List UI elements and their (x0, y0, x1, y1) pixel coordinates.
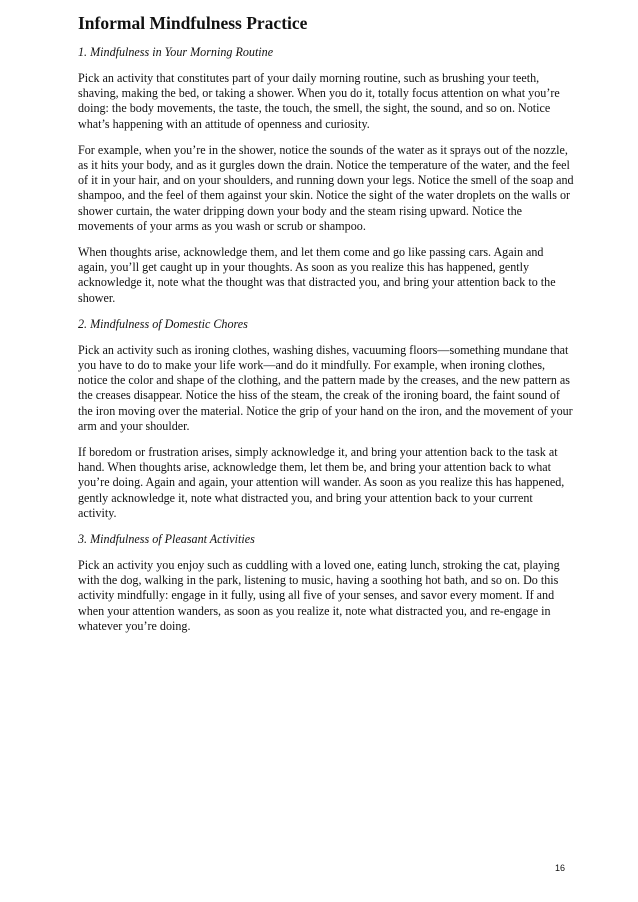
section-heading: 2. Mindfulness of Domestic Chores (78, 316, 248, 331)
section-heading: 1. Mindfulness in Your Morning Routine (78, 45, 274, 59)
text-line: acknowledge it, note what the thought was that distracted you, and bring your attention back to the (78, 275, 556, 290)
document-page (78, 12, 574, 645)
text-line: of it in your hair, and on your shoulders, and running down your legs. Notice the smell of the soap and (78, 173, 574, 188)
text-line: notice the color and shape of the clothing, and the pattern made by the creases, and the new pattern as (78, 373, 570, 388)
text-line: activity. (78, 505, 117, 520)
text-line: shower curtain, the water dripping down your body and the steam rising upward. Notice the (78, 203, 522, 218)
text-line: with the dog, walking in the park, listening to music, having a soothing hot bath, and so on. Do this (78, 573, 559, 588)
text-line: as it hits your body, and as it gurgles down the drain. Notice the temperature of the water, and the feel (78, 158, 570, 173)
text-line: you’re doing. Again and again, your attention will wander. As soon as you realize this has happened, (78, 475, 565, 490)
section-domestic-chores (78, 316, 573, 521)
text-line: whatever you’re doing. (78, 618, 191, 633)
text-line: Pick an activity you enjoy such as cuddling with a loved one, eating lunch, stroking the cat, playing (78, 558, 560, 573)
text-line: what’s happening with an attitude of openness and curiosity. (78, 116, 370, 131)
section-morning-routine (78, 45, 574, 306)
paragraph (78, 342, 573, 434)
text-line: Pick an activity that constitutes part of your daily morning routine, such as brushing your teeth, (78, 71, 540, 85)
text-line: If boredom or frustration arises, simply acknowledge it, and bring your attention back to the task at (78, 445, 558, 460)
paragraph (78, 558, 562, 634)
text-line: hand. When thoughts arise, acknowledge them, let them be, and bring your attention back to what (78, 460, 551, 475)
text-line: For example, when you’re in the shower, notice the sounds of the water as it sprays out of the nozzle, (78, 142, 568, 157)
text-line: you have to do to make your life work—and do it mindfully. For example, when ironing clothes, (78, 358, 546, 373)
section-heading: 3. Mindfulness of Pleasant Activities (78, 532, 255, 547)
page-number: 16 (554, 863, 565, 873)
text-line: arm and your shoulder. (78, 418, 190, 433)
text-line: gently acknowledge it, note what distracted you, and bring your attention back to your current (78, 490, 533, 505)
section-pleasant-activities (78, 532, 562, 634)
text-line: the creases disappear. Notice the hiss of the steam, the creak of the ironing board, the faint sound of (78, 388, 560, 403)
text-line: the iron moving over the material. Notice the grip of your hand on the iron, and the movement of your (78, 403, 573, 418)
text-line: Pick an activity such as ironing clothes, washing dishes, vacuuming floors—something mundane that (78, 342, 569, 357)
text-line: When thoughts arise, acknowledge them, and let them come and go like passing cars. Again and (78, 245, 544, 260)
text-line: doing: the body movements, the taste, the touch, the smell, the sight, the sound, and so on. Notice (78, 101, 551, 116)
paragraph (78, 142, 574, 234)
text-line: again, you’ll get caught up in your thoughts. As soon as you realize this has happened, gently (78, 260, 530, 275)
text-line: shaving, making the bed, or taking a shower. When you do it, totally focus attention on what you’re (78, 86, 560, 101)
text-line: shower. (78, 290, 116, 305)
document-title: Informal Mindfulness Practice (78, 13, 308, 33)
paragraph (78, 245, 562, 306)
paragraph (78, 71, 562, 132)
text-line: shampoo, and the feel of them against your skin. Notice the sight of the water droplets on the walls or (78, 188, 571, 203)
text-line: movements of your arms as you wash or scrub or shampoo. (78, 218, 366, 233)
paragraph (78, 445, 565, 521)
text-line: when your attention wanders, as soon as you realize it, note what distracted you, and re-engage in (78, 603, 551, 618)
text-line: activity mindfully: engage in it fully, using all five of your senses, and savor every moment. If and (78, 588, 555, 603)
